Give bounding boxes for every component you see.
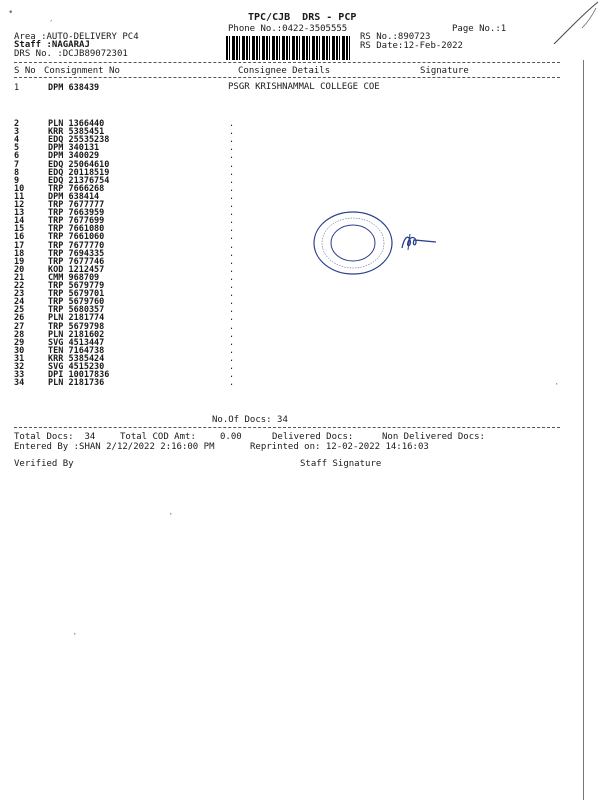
footer-divider <box>14 427 560 428</box>
row-signature-dot: . <box>229 175 235 186</box>
row-sno: 2 <box>14 119 20 129</box>
drs-number: DRS No. :DCJB89072301 <box>14 49 128 59</box>
row-signature-dot: . <box>229 337 235 348</box>
row-signature-dot: . <box>229 135 235 146</box>
row-consignment: TRP 5679779 <box>48 281 105 291</box>
row-consignment: PLN 2181602 <box>48 329 105 340</box>
row-signature-dot: . <box>229 240 235 251</box>
scan-speck: · <box>554 380 560 390</box>
row-signature-dot: . <box>229 281 235 291</box>
row-sno: 10 <box>14 183 25 194</box>
row-consignment: KOD 1212457 <box>48 264 105 275</box>
row-sno: 25 <box>14 305 25 316</box>
row-signature-dot: . <box>229 305 235 316</box>
row-signature-dot: . <box>229 224 235 235</box>
row-consignee: PSGR KRISHNAMMAL COLLEGE COE <box>228 82 380 92</box>
row-sno: 7 <box>14 159 20 170</box>
college-seal-stamp <box>312 210 394 276</box>
row-sno: 24 <box>14 297 25 308</box>
row-consignment: EDQ 21376754 <box>48 175 110 186</box>
header-divider-bottom <box>14 77 560 78</box>
row-signature-dot: . <box>229 297 235 308</box>
row-signature-dot: . <box>229 345 235 356</box>
non-delivered-docs: Non Delivered Docs: <box>382 432 485 442</box>
column-consignee: Consignee Details <box>238 66 331 76</box>
scan-speck: ´ <box>48 20 54 30</box>
row-sno: 17 <box>14 240 25 251</box>
total-cod-value: 0.00 <box>220 432 242 442</box>
row-signature-dot: . <box>229 127 235 138</box>
column-signature: Signature <box>420 66 469 76</box>
row-consignment: TRP 5679760 <box>48 297 105 308</box>
total-cod-label: Total COD Amt: <box>120 432 196 442</box>
column-consignment: Consignment No <box>44 66 120 76</box>
row-consignment: DPM 340131 <box>48 143 100 154</box>
row-sno: 34 <box>14 378 25 389</box>
row-consignment: SVG 4515230 <box>48 362 105 372</box>
row-consignment: TRP 7677770 <box>48 240 105 251</box>
staff-signature-label: Staff Signature <box>300 459 382 469</box>
row-signature-dot: . <box>229 353 235 364</box>
staff-label: Staff :NAGARAJ <box>14 40 90 50</box>
row-sno: 20 <box>14 264 25 275</box>
row-signature-dot: . <box>229 329 235 340</box>
row-signature-dot: . <box>229 370 235 381</box>
row-sno: 32 <box>14 362 25 372</box>
row-sno: 13 <box>14 208 25 219</box>
row-sno: 15 <box>14 224 25 235</box>
row-sno: 22 <box>14 281 25 291</box>
row-sno: 18 <box>14 248 25 259</box>
row-signature-dot: . <box>229 216 235 227</box>
row-consignment: TRP 7663959 <box>48 208 105 219</box>
row-signature-dot: . <box>229 119 235 129</box>
row-sno: 14 <box>14 216 25 227</box>
row-consignment: EDQ 20118519 <box>48 167 110 178</box>
row-consignment: TRP 7666268 <box>48 183 105 194</box>
row-consignment: KRR 5385451 <box>48 127 105 138</box>
rs-date: RS Date:12-Feb-2022 <box>360 41 463 51</box>
row-signature-dot: . <box>229 256 235 267</box>
row-signature-dot: . <box>229 159 235 170</box>
row-sno: 23 <box>14 289 25 300</box>
total-docs: Total Docs: 34 <box>14 432 96 442</box>
row-sno: 9 <box>14 175 20 186</box>
column-sno: S No <box>14 66 36 76</box>
row-sno: 30 <box>14 345 25 356</box>
row-consignment: PLN 2181736 <box>48 378 105 389</box>
row-signature-dot: . <box>229 183 235 194</box>
row-consignment: TRP 7694335 <box>48 248 105 259</box>
row-sno: 21 <box>14 272 25 283</box>
row-consignment: DPI 10017836 <box>48 370 110 381</box>
row-signature-dot: . <box>229 378 235 389</box>
row-consignment: TRP 7677699 <box>48 216 105 227</box>
entered-by: Entered By :SHAN 2/12/2022 2:16:00 PM <box>14 442 215 452</box>
page-edge-line <box>583 60 584 800</box>
row-consignment: DPM 638439 <box>48 83 100 93</box>
row-consignment: TRP 7661060 <box>48 232 105 243</box>
row-sno: 6 <box>14 151 20 162</box>
scan-speck: • <box>8 8 14 18</box>
row-consignment: TRP 7661080 <box>48 224 105 235</box>
row-sno: 3 <box>14 127 20 138</box>
row-sno: 12 <box>14 200 25 210</box>
row-consignment: TRP 7677746 <box>48 256 105 267</box>
row-sno: 1 <box>14 83 20 93</box>
row-sno: 27 <box>14 321 25 332</box>
row-signature-dot: . <box>229 321 235 332</box>
row-signature-dot: . <box>229 208 235 219</box>
delivered-docs: Delivered Docs: <box>272 432 354 442</box>
row-consignment: EDQ 25064610 <box>48 159 110 170</box>
document-title: TPC/CJB DRS - PCP <box>248 12 357 23</box>
row-sno: 11 <box>14 191 25 202</box>
row-signature-dot: . <box>229 313 235 324</box>
scan-speck: · <box>72 630 78 640</box>
no-of-docs: No.Of Docs: 34 <box>212 415 288 425</box>
row-consignment: TRP 7677777 <box>48 200 105 210</box>
header-divider-top <box>14 62 560 63</box>
row-signature-dot: . <box>229 200 235 210</box>
corner-pen-mark <box>548 0 600 44</box>
row-sno: 5 <box>14 143 20 154</box>
area-label: Area :AUTO-DELIVERY PC4 <box>14 32 139 42</box>
row-consignment: EDQ 25535238 <box>48 135 110 146</box>
handwritten-signature <box>396 230 440 252</box>
row-consignment: TRP 5679798 <box>48 321 105 332</box>
row-sno: 16 <box>14 232 25 243</box>
row-signature-dot: . <box>229 167 235 178</box>
row-signature-dot: . <box>229 143 235 154</box>
row-sno: 29 <box>14 337 25 348</box>
row-sno: 4 <box>14 135 20 146</box>
row-sno: 33 <box>14 370 25 381</box>
reprinted-on: Reprinted on: 12-02-2022 14:16:03 <box>250 442 429 452</box>
row-signature-dot: . <box>229 232 235 243</box>
row-consignment: TRP 5679701 <box>48 289 105 300</box>
row-signature-dot: . <box>229 289 235 300</box>
row-consignment: KRR 5385424 <box>48 353 105 364</box>
row-consignment: TEN 7164738 <box>48 345 105 356</box>
row-signature-dot: . <box>229 264 235 275</box>
barcode <box>226 36 352 60</box>
scan-speck: · <box>168 510 174 520</box>
row-consignment: PLN 2181774 <box>48 313 105 324</box>
row-consignment: PLN 1366440 <box>48 119 105 129</box>
row-consignment: DPM 638414 <box>48 191 100 202</box>
page-number: Page No.:1 <box>452 24 507 34</box>
row-signature-dot: . <box>229 248 235 259</box>
rs-number: RS No.:890723 <box>360 32 431 42</box>
row-sno: 31 <box>14 353 25 364</box>
row-consignment: SVG 4513447 <box>48 337 105 348</box>
verified-by: Verified By <box>14 459 74 469</box>
row-consignment: TRP 5680357 <box>48 305 105 316</box>
row-signature-dot: . <box>229 272 235 283</box>
phone-number: Phone No.:0422-3505555 <box>228 24 348 34</box>
row-consignment: DPM 340029 <box>48 151 100 162</box>
row-signature-dot: . <box>229 151 235 162</box>
row-sno: 26 <box>14 313 25 324</box>
row-consignment: CMM 968709 <box>48 272 100 283</box>
row-signature-dot: . <box>229 362 235 372</box>
row-sno: 28 <box>14 329 25 340</box>
row-sno: 8 <box>14 167 20 178</box>
row-sno: 19 <box>14 256 25 267</box>
row-signature-dot: . <box>229 191 235 202</box>
